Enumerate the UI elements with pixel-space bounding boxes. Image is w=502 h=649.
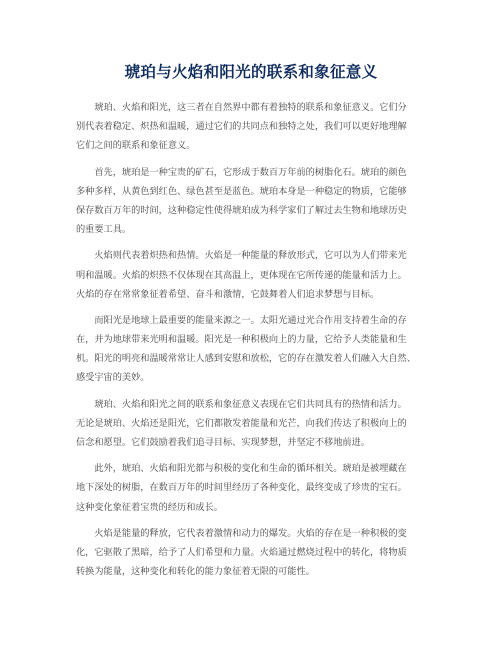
- paragraph-line: 信念和愿望。它们鼓励着我们追寻目标、实现梦想，并坚定不移地前进。: [76, 437, 370, 448]
- paragraph-line: 火焰是能量的释放，它代表着激情和动力的爆发。火焰的存在是一种积极的变: [76, 527, 407, 539]
- paragraph-line: 机。阳光的明亮和温暖常常让人感到安慰和放松，它的存在激发着人们融入大自然、: [76, 353, 416, 365]
- paragraph-line: 琥珀、火焰和阳光，这三者在自然界中都有着独特的联系和象征意义。它们分: [76, 102, 407, 113]
- paragraph-line: 地下深处的树脂，在数百万年的时间里经历了各种变化，最终变成了珍贵的宝石。: [76, 482, 407, 494]
- paragraph-line: 多种多样，从黄色到红色、绿色甚至是蓝色。琥珀本身是一种稳定的物质，它能够: [76, 185, 407, 197]
- paragraph-line: 它们之间的联系和象征意义。: [76, 140, 196, 152]
- body-paragraph: [76, 246, 428, 304]
- paragraph-line: 这种变化象征着宝贵的经历和成长。: [76, 501, 223, 513]
- paragraph-line: 明和温暖。火焰的炽热不仅体现在其高温上，更体现在它所传递的能量和活力上。: [76, 269, 407, 281]
- body-paragraph: [76, 163, 428, 240]
- body-paragraph: [76, 459, 428, 517]
- paragraph-line: 别代表着稳定、炽热和温暖，通过它们的共同点和独特之处，我们可以更好地理解: [76, 121, 407, 133]
- paragraph-line: 火焰的存在常常象征着希望、奋斗和激情，它鼓舞着人们追求梦想与目标。: [76, 288, 380, 300]
- paragraph-line: 此外，琥珀、火焰和阳光都与积极的变化和生命的循环相关。琥珀是被埋藏在: [76, 463, 407, 475]
- paragraph-line: 无论是琥珀、火焰还是阳光，它们都散发着能量和光芒，向我们传达了积极向上的: [76, 417, 407, 429]
- paragraph-line: 在，并为地球带来光明和温暖。阳光是一种积极向上的力量，它给予人类能量和生: [76, 334, 407, 346]
- document-body: [76, 98, 428, 588]
- document-title: 琥珀与火焰和阳光的联系和象征意义: [124, 63, 378, 81]
- paragraph-line: 首先，琥珀是一种宝贵的矿石，它形成于数百万年前的树脂化石。琥珀的颜色: [76, 166, 407, 178]
- paragraph-line: 转换为能量，这种变化和转化的能力象征着无限的可能性。: [76, 566, 315, 578]
- paragraph-line: 的重要工具。: [76, 224, 132, 236]
- paragraph-line: 化，它驱散了黑暗，给予了人们希望和力量。火焰通过燃烧过程中的转化，将物质: [76, 546, 407, 558]
- paragraph-line: 而阳光是地球上最重要的能量来源之一。太阳光通过光合作用支持着生命的存: [76, 314, 407, 326]
- paragraph-line: 火焰则代表着炽热和热情。火焰是一种能量的释放形式，它可以为人们带来光: [76, 250, 407, 262]
- paragraph-line: 感受宇宙的美妙。: [76, 372, 150, 384]
- body-paragraph: [76, 311, 428, 388]
- body-paragraph: [76, 524, 428, 582]
- body-paragraph: [76, 395, 428, 453]
- body-paragraph: [76, 98, 428, 156]
- paragraph-line: 琥珀、火焰和阳光之间的联系和象征意义表现在它们共同具有的热情和活力。: [76, 398, 407, 410]
- paragraph-line: 保存数百万年的时间，这种稳定性使得琥珀成为科学家们了解过去生物和地球历史: [76, 204, 407, 216]
